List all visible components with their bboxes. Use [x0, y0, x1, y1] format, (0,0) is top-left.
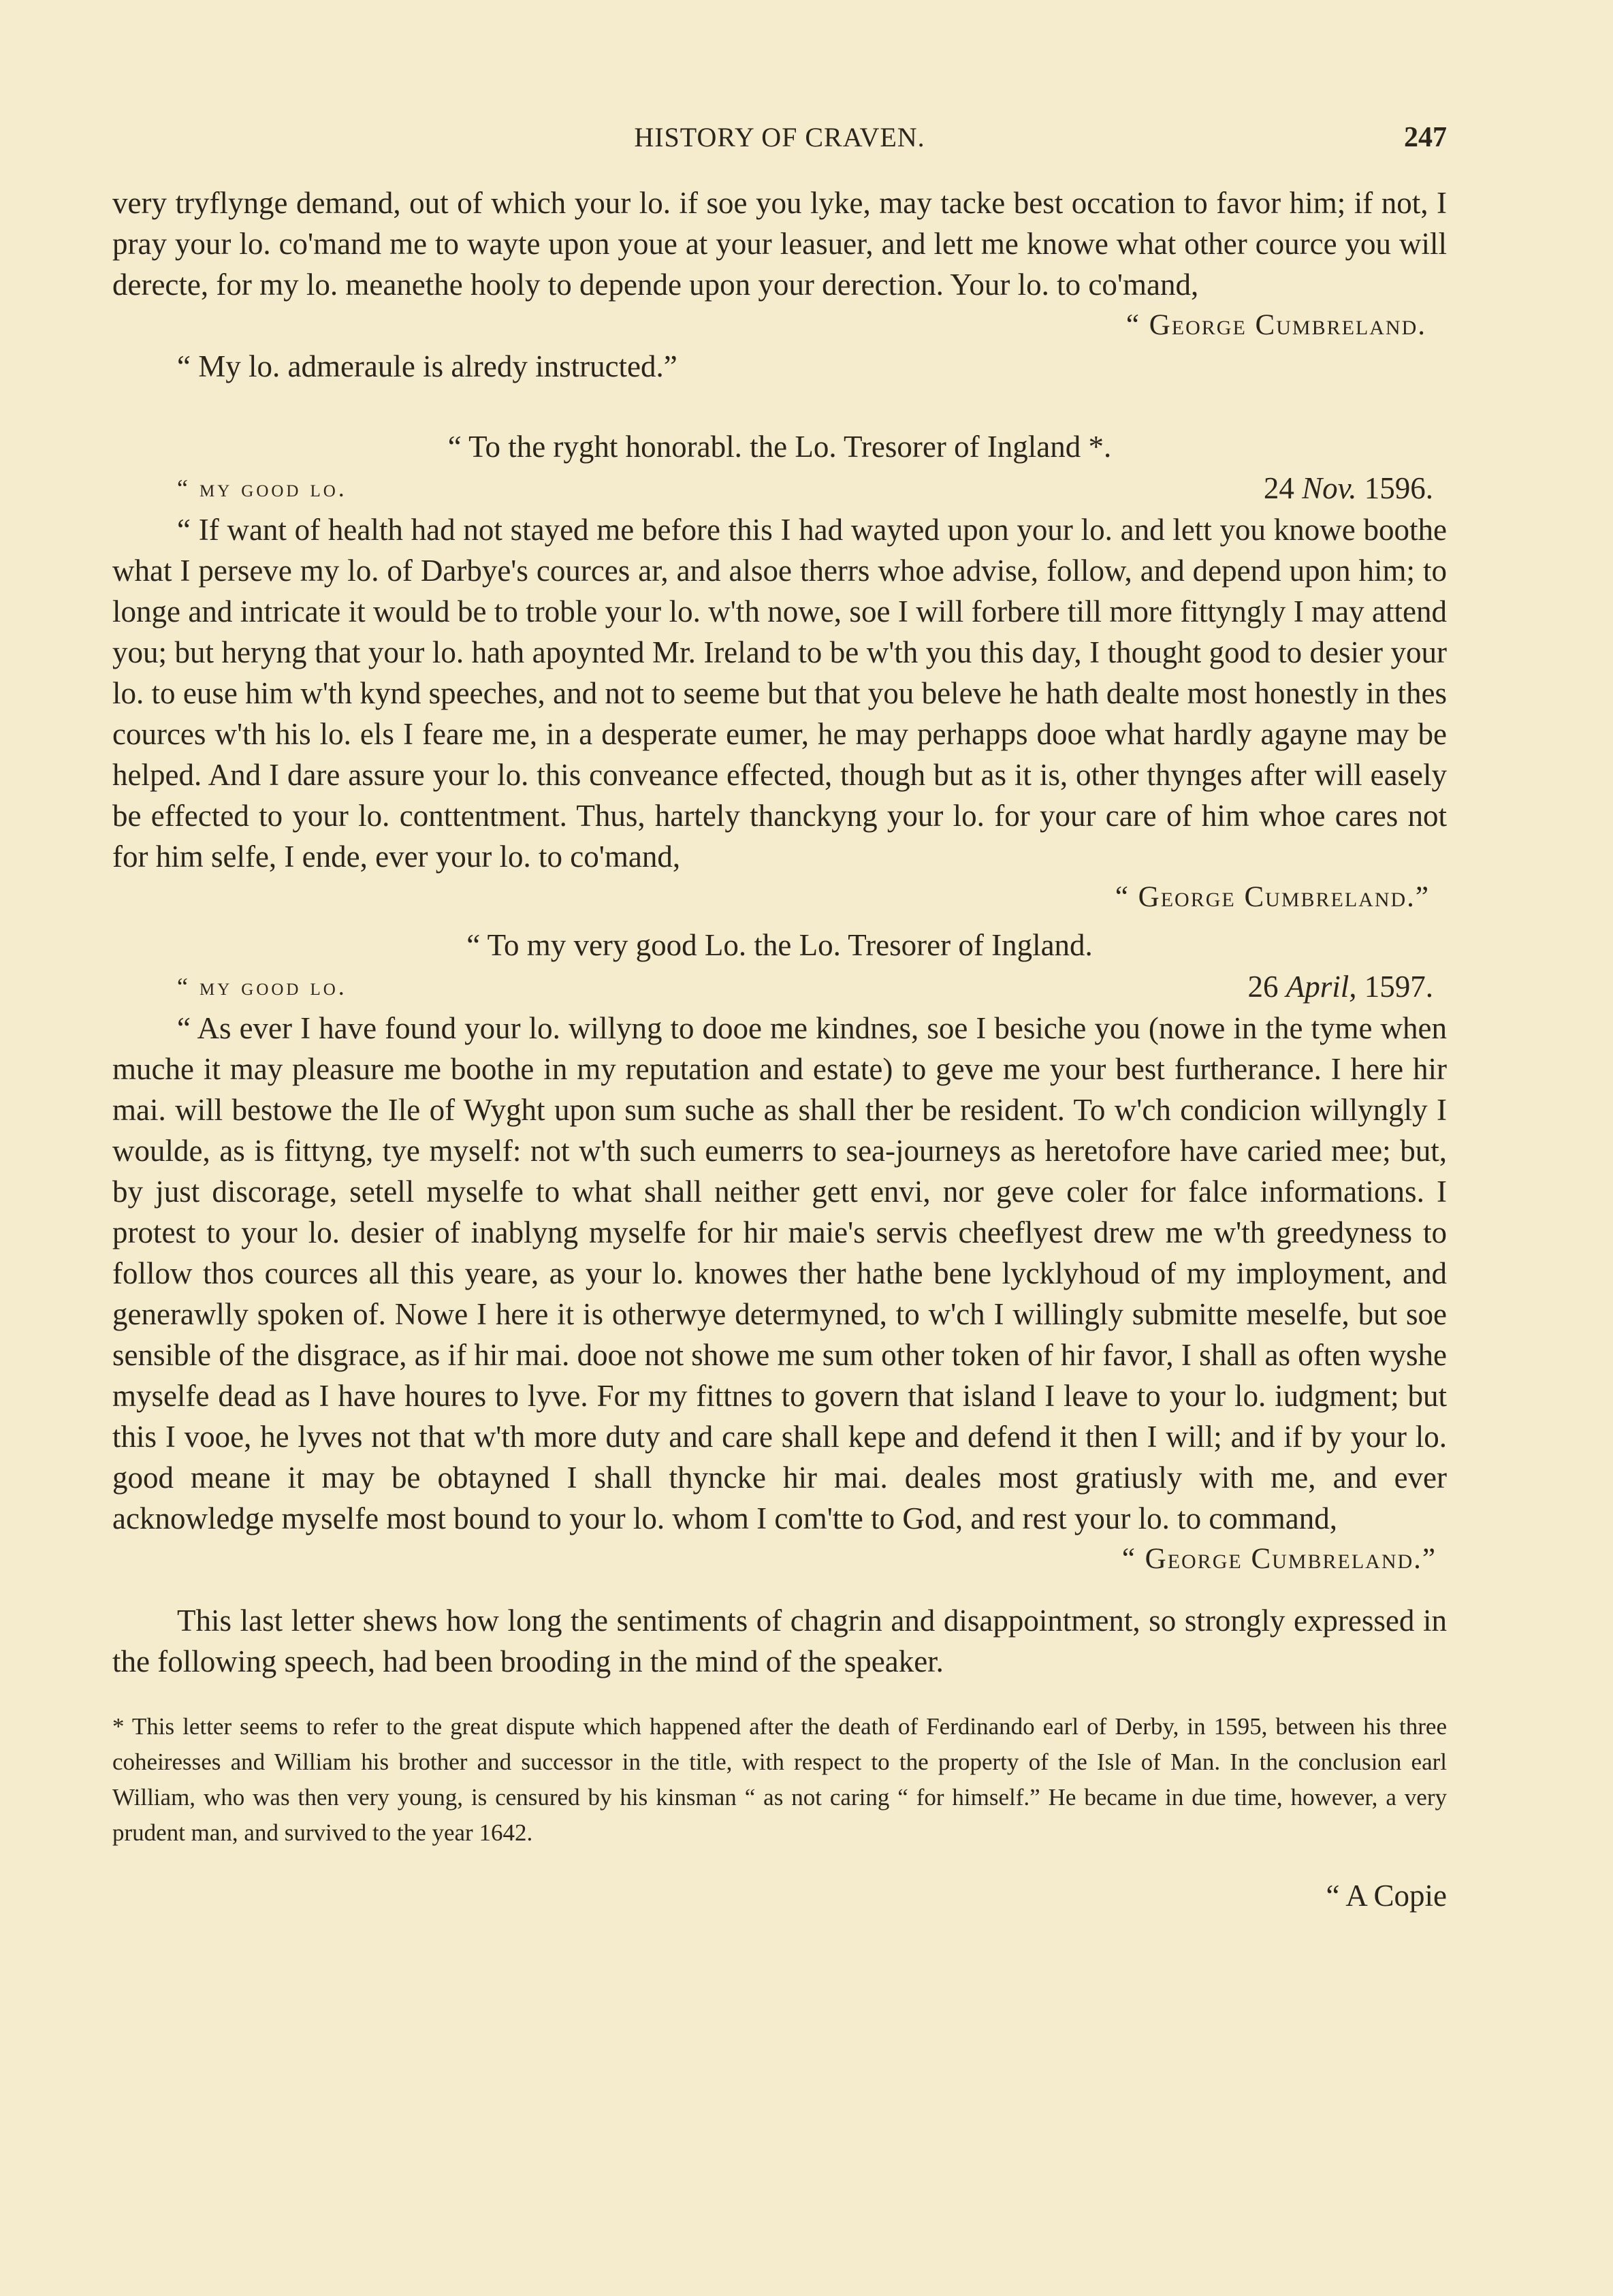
letter-address: “ To my very good Lo. the Lo. Tresorer of Ingland. — [466, 928, 1093, 962]
letter-continuation-paragraph: very tryflynge demand, out of which your lo. if soe you lyke, may tacke best occation to favor him; if not, I pray your lo. co'mand me to wayte upon youe at your leasuer, and lett me knowe what other cource you will derecte, for my lo. meanethe hooly to depende upon your derection. Your lo. to co'mand, — [112, 186, 1447, 302]
page-number: 247 — [1404, 122, 1447, 153]
letter-paragraph: “ If want of health had not stayed me before this I had wayted upon your lo. and lett you knowe boothe what I perseve my lo. of Darbye's cources ar, and alsoe therrs whoe advise, follow, and depend upon him; to longe and intricate it would be to troble your lo. w'th nowe, soe I will forbere till more fittyngly I may attend you; but heryng that your lo. hath apoynted Mr. Ireland to be w'th you this day, I thought good to desier your lo. to euse him w'th kynd speeches, and not to seeme but that you beleve he hath dealte most honestly in thes cources w'th his lo. els I feare me, in a desperate eumer, he may perhapps dooe what hardly agayne may be helped. And I dare assure your lo. this conveance effected, though but as it is, other thynges after will easely be effected to your lo. conttentment. Thus, hartely thanckyng your lo. for your care of him whoe cares not for him selfe, I ende, ever your lo. to co'mand, — [112, 513, 1447, 874]
salutation-line — [112, 467, 1447, 509]
letter-address: “ To the ryght honorabl. the Lo. Tresorer of Ingland *. — [447, 430, 1112, 464]
signature: “ George Cumbreland. — [1125, 309, 1426, 341]
signature: “ George Cumbreland.” — [1121, 1543, 1437, 1575]
footnote: * This letter seems to refer to the great dispute which happened after the death of Ferdinando earl of Derby, in 1595, between his three coheiresses and William his brother and successor in the title, with respect to the property of the Isle of Man. In the conclusion earl William, who was then very young, is censured by his kinsman “ as not caring “ for himself.” He became in due time, however, a very prudent man, and survived to the year 1642. — [112, 1713, 1447, 1846]
page-body — [112, 182, 1447, 1917]
salutation: “ my good lo. — [177, 973, 347, 1000]
salutation-line — [112, 966, 1447, 1008]
catchword: “ A Copie — [1326, 1879, 1447, 1913]
commentary-paragraph: This last letter shews how long the sentiments of chagrin and disappointment, so strongly expressed in the following speech, had been brooding in the mind of the speaker. — [112, 1604, 1447, 1678]
letter-paragraph: “ As ever I have found your lo. willyng to dooe me kindnes, soe I besiche you (nowe in the tyme when muche it may pleasure me boothe in my reputation and estate) to geve me your best furtherance. I here hir mai. will bestowe the Ile of Wyght upon sum suche as shall ther be resident. To w'ch condicion willyngly I woulde, as is fittyng, tye myself: not w'th such eumerrs to sea-journeys as heretofore have caried mee; but, by just discorage, setell myselfe to what shall neither gett envi, nor geve coler for falce informations. I protest to your lo. desier of inablyng myselfe for hir maie's servis cheeflyest drew me w'th greedyness to follow thos cources all this yeare, as your lo. knowes ther hathe bene lycklyhoud of my imployment, and generawlly spoken of. Nowe I here it is otherwye determyned, to w'ch I willingly submitte meselfe, but soe sensible of the disgrace, as if hir mai. dooe not showe me sum other token of hir favor, I shall as often wyshe myselfe dead as I have houres to lyve. For my fittnes to govern that island I leave to your lo. iudgment; but this I vooe, he lyves not that w'th more duty and care shall kepe and defend it then I will; and if by your lo. good meane it may be obtayned I shall thyncke hir mai. deales most gratiusly with me, and ever acknowledge myselfe most bound to your lo. whom I com'tte to God, and rest your lo. to command, — [112, 1011, 1447, 1535]
salutation: “ my good lo. — [177, 475, 347, 502]
postscript: “ My lo. admeraule is alredy instructed.” — [177, 349, 677, 383]
letter-date: 24 Nov. 1596. — [1263, 471, 1433, 505]
running-head: HISTORY OF CRAVEN. — [634, 122, 925, 153]
letter-date: 26 April, 1597. — [1247, 970, 1433, 1004]
signature: “ George Cumbreland.” — [1115, 881, 1430, 913]
page-header — [112, 121, 1447, 162]
